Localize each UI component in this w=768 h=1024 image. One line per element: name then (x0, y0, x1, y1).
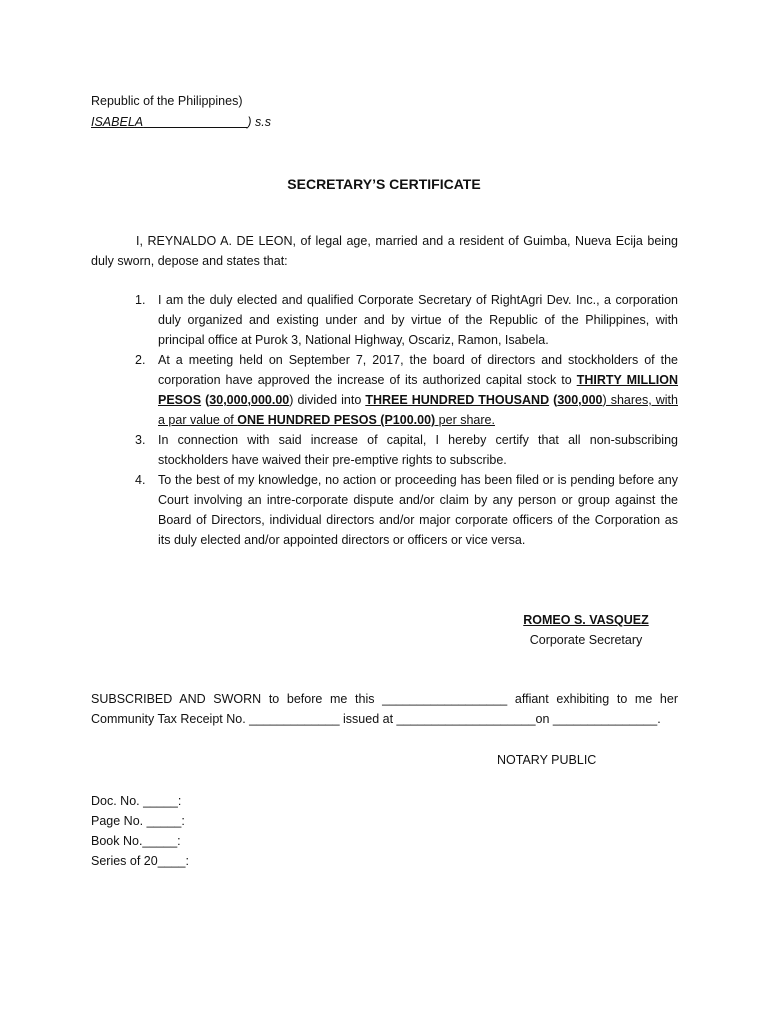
list-item-text: I am the duly elected and qualified Corporate Secretary of RightAgri Dev. Inc., a corporation duly organized and existing under and by virtue of the Republic of the Philippines, with principal office at Purok 3, National Highway, Oscariz, Ramon, Isabela. (158, 293, 678, 347)
shares-count-figures: 300,000 (557, 393, 603, 407)
notarial-register (91, 791, 189, 871)
signatory-position: Corporate Secretary (529, 633, 643, 647)
list-item (91, 430, 678, 470)
intro-paragraph: I, REYNALDO A. DE LEON, of legal age, married and a resident of Guimba, Nueva Ecija being duly sworn, depose and states that: (91, 234, 678, 268)
capital-amount-words: THIRTY MILLION PESOS (158, 373, 679, 407)
page-number: Page No. _____: (91, 814, 185, 828)
signatory-name: ROMEO S. VASQUEZ (523, 613, 649, 627)
shares-count-words: THREE HUNDRED THOUSAND (365, 393, 550, 407)
list-item (91, 470, 678, 550)
venue-republic: Republic of the Philippines) (91, 94, 243, 108)
list-item-text: At a meeting held on September 7, 2017, the board of directors and stockholders of the corporation have approved the increase of its authorized capital stock to THIRTY MILLION PESOS (30,000,000.00) divided into THREE HUNDRED THOUSAND (300,000) shares, with a par value of ONE HUNDRED PESOS (P100.00) per share. (158, 353, 679, 427)
list-item-text: In connection with said increase of capital, I hereby certify that all non-subscribing stockholders have waived their pre-emptive rights to subscribe. (158, 433, 678, 467)
list-item-text: To the best of my knowledge, no action or proceeding has been filed or is pending before any Court involving an intre-corporate dispute and/or claim by any person or group against the Board of Directors, individual directors and/or major corporate officers of the Corporation as its duly elected and/or appointed directors or officers or vice versa. (158, 473, 678, 547)
list-item-number: 3. (135, 433, 146, 447)
notary-public-label: NOTARY PUBLIC (497, 753, 597, 767)
venue-province: ISABELA_______________ (91, 115, 248, 129)
jurat-paragraph: SUBSCRIBED AND SWORN to before me this __________________ affiant exhibiting to me her Community Tax Receipt No. _____________ issued at ____________________on _______________. (91, 692, 678, 726)
series-year: Series of 20____: (91, 854, 189, 868)
list-item (91, 350, 678, 430)
par-value: ONE HUNDRED PESOS (P100.00) (237, 413, 436, 427)
list-item (91, 290, 678, 350)
venue-province-line (91, 112, 271, 132)
venue-ss: ) s.s (247, 115, 272, 129)
document-title: SECRETARY’S CERTIFICATE (287, 176, 481, 192)
capital-amount-figures: 30,000,000.00 (209, 393, 290, 407)
list-item-number: 2. (135, 353, 146, 367)
doc-number: Doc. No. _____: (91, 794, 182, 808)
book-number: Book No._____: (91, 834, 181, 848)
list-item-number: 4. (135, 473, 146, 487)
certification-list (91, 290, 678, 550)
list-item-number: 1. (135, 293, 146, 307)
